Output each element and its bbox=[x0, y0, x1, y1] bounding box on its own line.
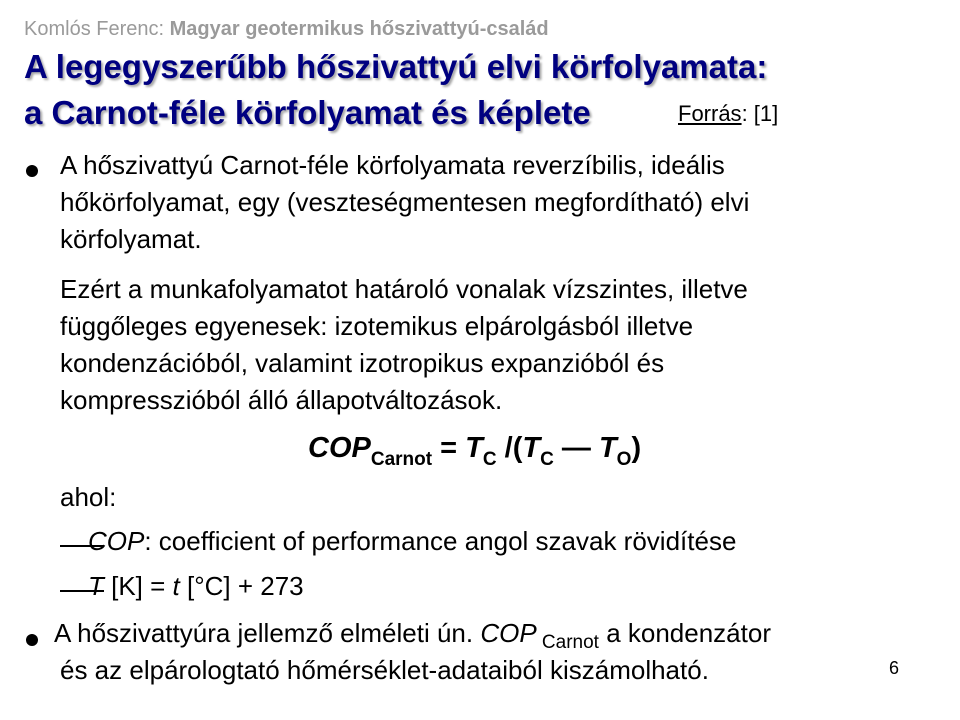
bullet-2-cop: COP bbox=[480, 618, 537, 648]
formula-cop: COP bbox=[308, 432, 371, 464]
formula-t1-sub: C bbox=[482, 449, 497, 470]
definition-2-mid: [K] = bbox=[103, 571, 173, 601]
header-series: Magyar geotermikus hőszivattyú-család bbox=[169, 18, 549, 40]
bullet-2-line-2: és az elpárologtató hőmérséklet-adataiból kiszámolható. bbox=[60, 655, 709, 685]
formula-eq: = bbox=[432, 432, 466, 464]
source-ref: : [1] bbox=[741, 101, 779, 126]
source-label: Forrás bbox=[678, 101, 742, 126]
bullet-1-text bbox=[60, 147, 749, 258]
formula-minus: — bbox=[553, 432, 599, 464]
bullet-1-line: hőkörfolyamat, egy (veszteségmentesen megfordítható) elvi bbox=[60, 187, 750, 217]
bullet-dot-1 bbox=[26, 165, 38, 177]
sub-paragraph-line: függőleges egyenesek: izotemikus elpárolgásból illetve bbox=[60, 311, 694, 341]
sub-paragraph-line: Ezért a munkafolyamatot határoló vonalak vízszintes, illetve bbox=[60, 274, 748, 304]
definition-1 bbox=[88, 523, 736, 560]
formula-cop-sub: Carnot bbox=[370, 449, 433, 470]
bullet-1-line: körfolyamat. bbox=[60, 224, 202, 254]
slide-title-line1: A legegyszerűbb hőszivattyú elvi körfolyamata: bbox=[24, 48, 768, 85]
formula-t3: T bbox=[598, 432, 617, 464]
sub-paragraph-line: kompresszióból álló állapotváltozások. bbox=[60, 385, 503, 415]
header-author: Komlós Ferenc: bbox=[24, 18, 170, 40]
sub-paragraph-line: kondenzációból, valamint izotropikus expanzióból és bbox=[60, 348, 665, 378]
source-reference bbox=[678, 101, 778, 127]
formula-t1: T bbox=[465, 432, 483, 464]
slide-title-line2: a Carnot-féle körfolyamat és képlete bbox=[24, 94, 591, 131]
where-label: ahol: bbox=[60, 482, 117, 512]
formula-t2: T bbox=[522, 432, 541, 464]
sub-paragraph bbox=[60, 271, 748, 419]
definition-2-term-T: T bbox=[88, 571, 104, 601]
formula-t2-sub: C bbox=[540, 449, 554, 470]
formula-slash: /( bbox=[496, 432, 523, 464]
bullet-2-part2: a kondenzátor bbox=[598, 618, 771, 648]
definition-2-term-t: t bbox=[172, 571, 180, 601]
bullet-2-part1: A hőszivattyúra jellemző elméleti ún. bbox=[54, 618, 481, 648]
bullet-dot-2 bbox=[26, 634, 38, 646]
bullet-1-line: A hőszivattyú Carnot-féle körfolyamata reverzíbilis, ideális bbox=[60, 150, 725, 180]
slide-header bbox=[24, 18, 549, 41]
definition-2-end: [°C] + 273 bbox=[179, 571, 304, 601]
page-number: 6 bbox=[889, 658, 900, 678]
cop-formula bbox=[308, 432, 641, 471]
formula-t3-sub: O bbox=[616, 449, 632, 470]
definition-2 bbox=[88, 568, 304, 605]
definition-1-term: COP bbox=[88, 526, 145, 556]
formula-close: ) bbox=[631, 432, 642, 464]
bullet-2-cop-sub: Carnot bbox=[536, 632, 599, 653]
definition-1-text: : coefficient of performance angol szavak rövidítése bbox=[144, 526, 737, 556]
